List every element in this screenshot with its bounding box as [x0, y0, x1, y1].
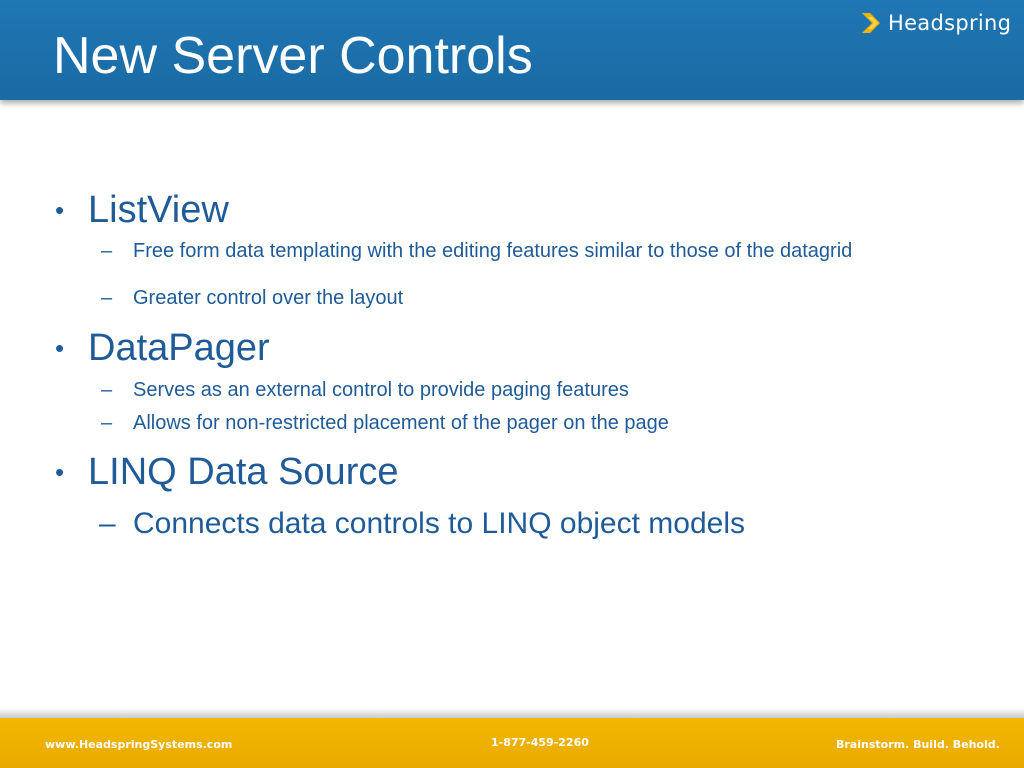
- subitem-linq-1: Connects data controls to LINQ object models: [133, 507, 745, 540]
- dash-icon: –: [101, 287, 113, 309]
- bullet-listview: ListView: [88, 189, 229, 231]
- footer-bar: [0, 718, 1024, 768]
- bullet-datapager: DataPager: [88, 327, 270, 369]
- dash-icon: –: [99, 507, 116, 540]
- subitem-listview-1: Free form data templating with the editing features similar to those of the datagrid: [133, 240, 853, 262]
- dash-icon: –: [101, 412, 113, 434]
- footer-tagline: Brainstorm. Build. Behold.: [836, 738, 1000, 751]
- subitem-datapager-1: Serves as an external control to provide paging features: [133, 379, 629, 401]
- page-title: New Server Controls: [53, 27, 533, 85]
- dash-icon: –: [101, 240, 113, 262]
- bullet-linq-data-source: LINQ Data Source: [88, 451, 399, 493]
- subitem-datapager-2: Allows for non-restricted placement of the pager on the page: [133, 412, 669, 434]
- bullet-icon: •: [55, 333, 65, 363]
- logo-text: Headspring: [888, 11, 1012, 35]
- subitem-listview-2: Greater control over the layout: [133, 287, 404, 309]
- dash-icon: –: [101, 379, 113, 401]
- bullet-icon: •: [55, 195, 65, 225]
- footer-website: www.HeadspringSystems.com: [45, 738, 233, 751]
- bullet-icon: •: [55, 457, 65, 487]
- footer-phone: 1-877-459-2260: [491, 736, 589, 749]
